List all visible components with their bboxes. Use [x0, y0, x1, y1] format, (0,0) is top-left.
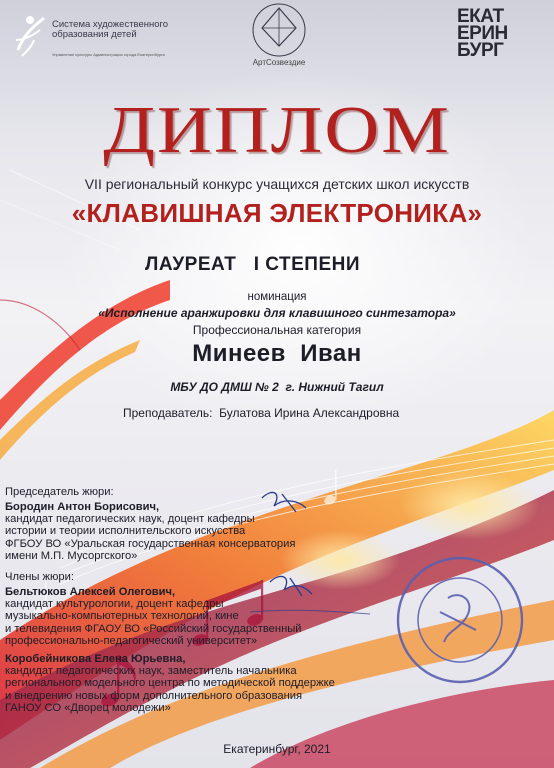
- jury-detail: ГАНОУ СО «Дворец молодежи»: [5, 701, 171, 714]
- jury-member-name: Бородин Антон Борисович,: [5, 501, 160, 513]
- jury-member-name: Коробейникова Елена Юрьевна,: [5, 653, 186, 665]
- jury-detail: и телевидения ФГАОУ ВО «Российский государственный: [5, 622, 302, 635]
- award-level: ЛАУРЕАТ I СТЕПЕНИ: [145, 254, 361, 275]
- city-logo-line-1: ЕКАТ: [457, 6, 504, 27]
- left-logo-mark: [16, 16, 44, 56]
- nomination-label: номинация: [247, 291, 307, 303]
- jury-detail: кандидат педагогических наук, заместитель начальника: [5, 665, 297, 678]
- school-name: МБУ ДО ДМШ № 2 г. Нижний Тагил: [170, 380, 384, 394]
- jury-detail: профессионально-педагогический университет»: [5, 634, 258, 647]
- jury-member-name: Бельтюков Алексей Олегович,: [5, 586, 176, 598]
- left-logo-title: Система художественного образования детей: [52, 19, 169, 40]
- center-logo-caption: АртСозвездие: [252, 58, 306, 67]
- jury-member: [5, 653, 335, 714]
- jury-detail: кандидат культурологии, доцент кафедры: [5, 598, 224, 611]
- contest-subtitle: VII региональный конкурс учащихся детских школ искусств: [84, 176, 470, 192]
- jury-detail: ФГБОУ ВО «Уральская государственная консерватория: [5, 537, 296, 550]
- center-logo-mark: [253, 4, 305, 56]
- jury-detail: музыкально-компьютерных технологий, кине: [5, 610, 239, 623]
- place-and-year: Екатеринбург, 2021: [223, 742, 331, 756]
- jury-detail: регионального модельного центра по методической поддержке: [5, 677, 335, 690]
- left-logo-subtitle: Управление культуры Администрации города Екатеринбурга: [52, 52, 165, 57]
- jury-member: [5, 586, 335, 647]
- jury-detail: имени М.П. Мусоргского»: [5, 549, 138, 562]
- category: Профессиональная категория: [192, 323, 362, 337]
- winner-name: Минеев Иван: [192, 340, 362, 367]
- jury-chair: [5, 501, 335, 562]
- jury-detail: и внедрению новых форм дополнительного образования: [5, 689, 303, 702]
- jury-detail: истории и теории исполнительского искусства: [5, 525, 246, 538]
- jury-detail: кандидат педагогических наук, доцент кафедры: [5, 513, 255, 526]
- nomination-value: «Исполнение аранжировки для клавишного синтезатора»: [98, 306, 456, 320]
- city-logo-line-2: ЕРИН: [457, 23, 508, 44]
- contest-name: «КЛАВИШНАЯ ЭЛЕКТРОНИКА»: [71, 198, 483, 228]
- city-logo: [457, 8, 523, 59]
- city-logo-line-3: БУРГ: [457, 40, 504, 61]
- diploma-title: ДИПЛОМ: [103, 93, 451, 167]
- teacher-line: Преподаватель: Булатова Ирина Александровна: [123, 406, 400, 420]
- jury-chair-label: Председатель жюри:: [5, 486, 114, 498]
- jury-members-label: Члены жюри:: [5, 571, 74, 583]
